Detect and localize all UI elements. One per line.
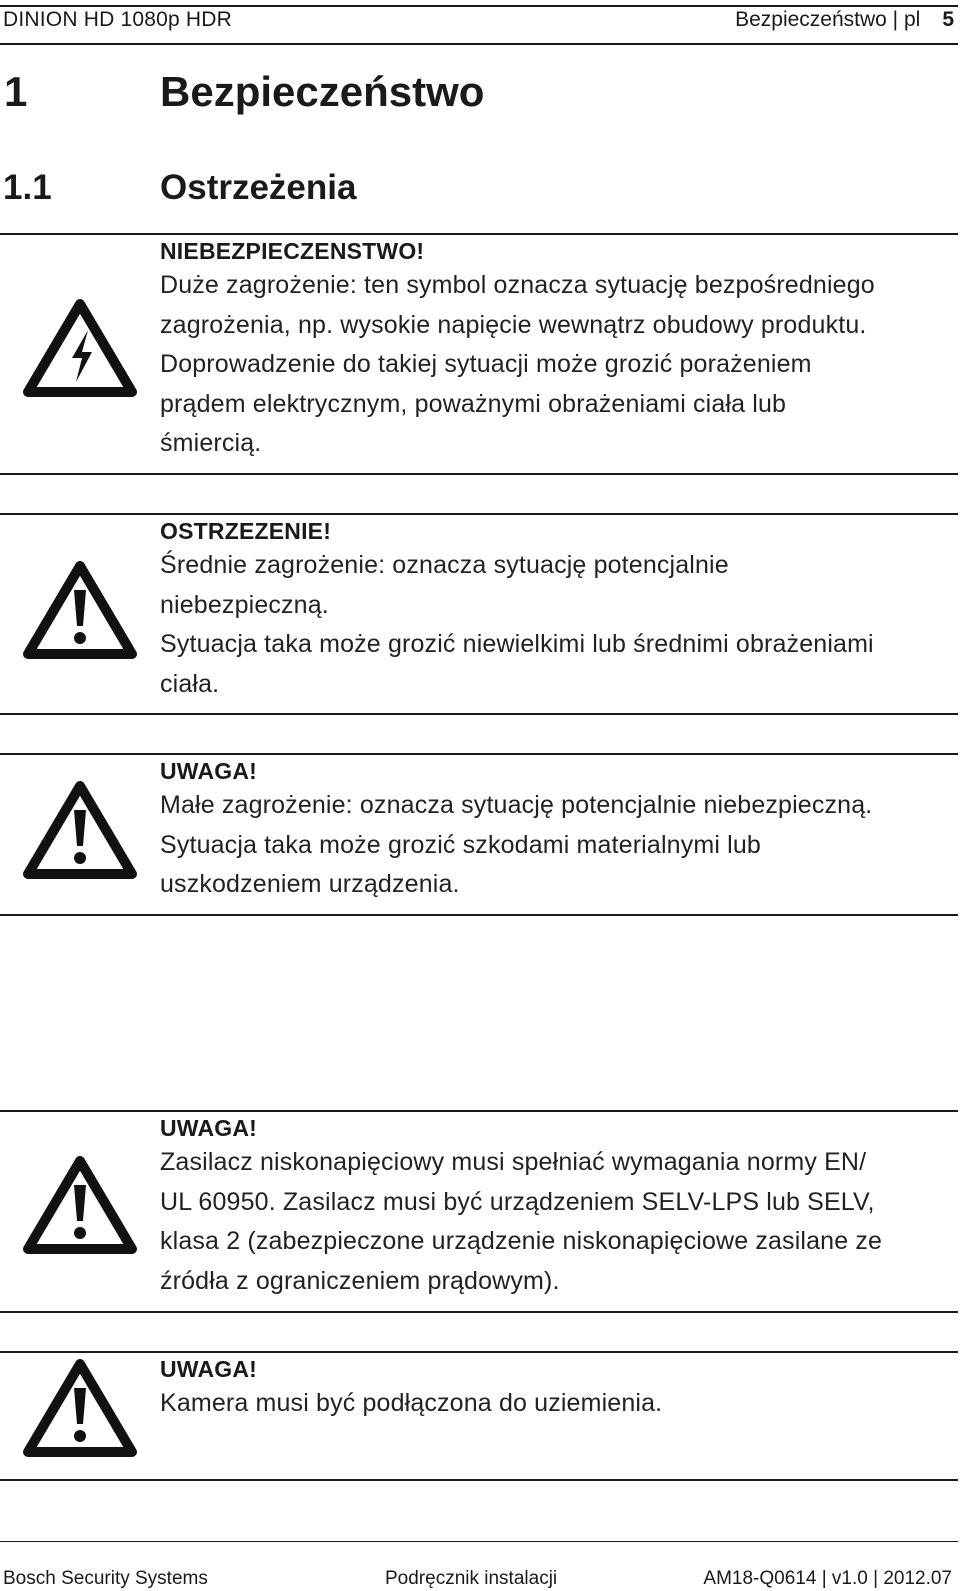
- notice-line: UL 60950. Zasilacz musi być urządzeniem SELV-LPS lub SELV,: [160, 1187, 875, 1216]
- notice-text: [160, 1143, 960, 1301]
- notice-line: prądem elektrycznym, poważnymi obrażeniami ciała lub: [160, 389, 787, 418]
- notice-line: źródła z ograniczeniem prądowym).: [160, 1266, 560, 1295]
- notice-bottom-rule: [0, 473, 958, 475]
- header-product-name: DINION HD 1080p HDR: [3, 8, 233, 31]
- warning-icon: [20, 1151, 140, 1257]
- notice-keyword: UWAGA!: [160, 1115, 258, 1141]
- footer-doc-type: Podręcznik instalacji: [385, 1568, 558, 1589]
- notice-bottom-rule: [0, 914, 958, 916]
- notice-body: [160, 236, 960, 464]
- notice-line: niebezpieczną.: [160, 590, 329, 619]
- notice-top-rule: [0, 1351, 958, 1353]
- notice-line: Średnie zagrożenie: oznacza sytuację potencjalnie: [160, 551, 729, 579]
- notice-line: Sytuacja taka może grozić niewielkimi lub średnimi obrażeniami: [160, 630, 874, 658]
- notice-body: [160, 756, 960, 905]
- notice-bottom-rule: [0, 1479, 958, 1481]
- notice-top-rule: [0, 1110, 958, 1112]
- warning-icon: [20, 556, 140, 662]
- footer-rule: [0, 1541, 958, 1542]
- header-top-rule: [0, 5, 958, 7]
- header-bottom-rule: [0, 43, 958, 45]
- footer-company: Bosch Security Systems: [3, 1568, 208, 1589]
- chapter-title: Bezpieczeństwo: [160, 68, 485, 115]
- notice-keyword: OSTRZEZENIE!: [160, 518, 332, 544]
- notice-top-rule: [0, 233, 958, 235]
- notice-keyword: UWAGA!: [160, 758, 258, 784]
- header-section-label: Bezpieczeństwo | pl: [735, 8, 921, 31]
- chapter-number: 1: [4, 68, 28, 115]
- notice-line: ciała.: [160, 669, 220, 698]
- notice-line: uszkodzeniem urządzenia.: [160, 870, 460, 898]
- footer-doc-id: AM18-Q0614 | v1.0 | 2012.07: [703, 1568, 952, 1589]
- notice-text: [160, 1384, 960, 1424]
- notice-body: [160, 1113, 960, 1301]
- notice-keyword: NIEBEZPIECZENSTWO!: [160, 238, 425, 264]
- notice-top-rule: [0, 753, 958, 755]
- notice-body: [160, 516, 960, 704]
- electric-hazard-icon: [20, 294, 140, 400]
- notice-text: [160, 546, 960, 704]
- notice-line: Zasilacz niskonapięciowy musi spełniać wymagania normy EN/: [160, 1148, 867, 1176]
- notice-top-rule: [0, 513, 958, 515]
- notice-line: Sytuacja taka może grozić szkodami materialnymi lub: [160, 830, 761, 859]
- notice-text: [160, 786, 960, 905]
- notice-line: śmiercią.: [160, 429, 262, 457]
- notice-bottom-rule: [0, 713, 958, 715]
- notice-line: klasa 2 (zabezpieczone urządzenie niskonapięciowe zasilane ze: [160, 1227, 883, 1255]
- header-section: [735, 8, 954, 32]
- section-number: 1.1: [3, 168, 52, 207]
- notice-body: [160, 1354, 960, 1424]
- notice-line: Małe zagrożenie: oznacza sytuację potencjalnie niebezpieczną.: [160, 791, 873, 819]
- warning-icon: [20, 1354, 140, 1460]
- warning-icon: [20, 776, 140, 882]
- notice-keyword: UWAGA!: [160, 1356, 258, 1382]
- notice-line: zagrożenia, np. wysokie napięcie wewnątrz obudowy produktu.: [160, 310, 867, 339]
- notice-bottom-rule: [0, 1311, 958, 1313]
- section-title: Ostrzeżenia: [160, 168, 357, 207]
- notice-line: Duże zagrożenie: ten symbol oznacza sytuację bezpośredniego: [160, 271, 875, 299]
- notice-line: Doprowadzenie do takiej sytuacji może grozić porażeniem: [160, 350, 812, 378]
- page-number: 5: [942, 8, 954, 31]
- notice-text: [160, 266, 960, 464]
- notice-line: Kamera musi być podłączona do uziemienia.: [160, 1389, 663, 1417]
